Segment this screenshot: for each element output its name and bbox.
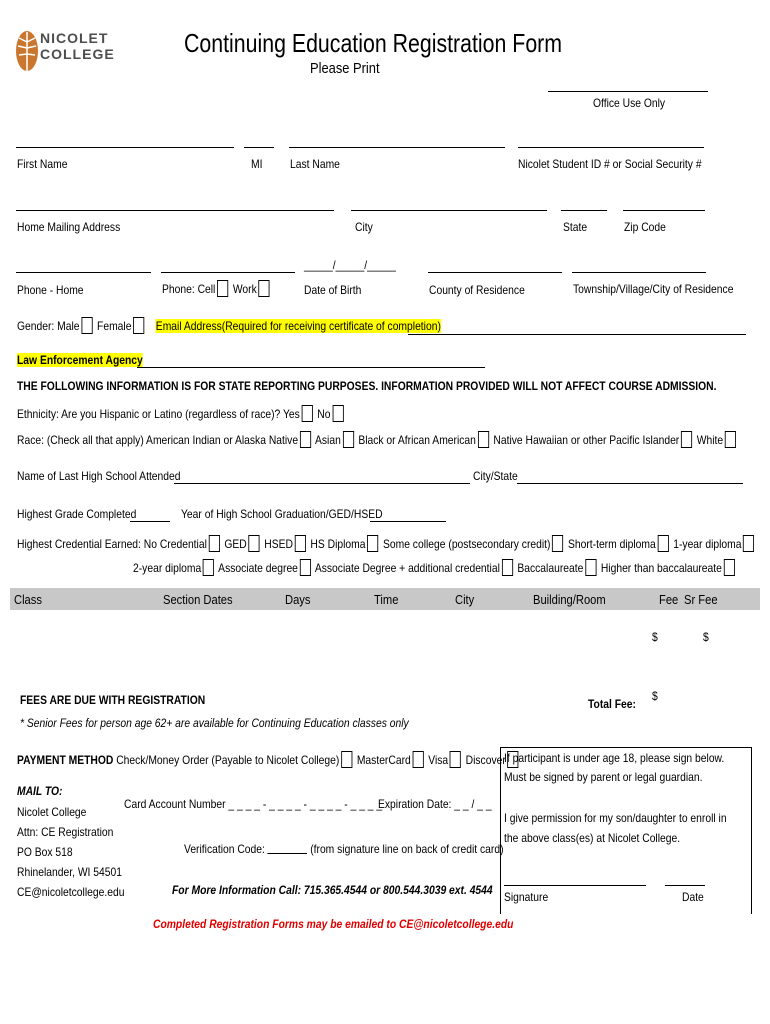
- law-enforcement-field[interactable]: [137, 367, 485, 368]
- student-id-field[interactable]: [518, 147, 704, 148]
- phone-cell-label: Phone: Cell: [162, 282, 216, 296]
- dob-label: Date of Birth: [304, 283, 362, 297]
- work-label: Work: [232, 282, 257, 296]
- discover-label: Discover: [465, 753, 506, 767]
- mastercard-label: MasterCard: [356, 753, 411, 767]
- last-name-label: Last Name: [290, 157, 340, 171]
- high-school-city-field[interactable]: [517, 483, 743, 484]
- first-name-field[interactable]: [16, 147, 234, 148]
- last-name-field[interactable]: [289, 147, 505, 148]
- sr-fee-dollar: $: [703, 630, 709, 644]
- verification-row: [184, 841, 504, 856]
- col-time: Time: [374, 592, 399, 607]
- phone-home-label: Phone - Home: [17, 283, 84, 297]
- short-term-checkbox[interactable]: [657, 535, 668, 552]
- race-label: Race: (Check all that apply) American Indian or Alaska Native: [17, 433, 299, 447]
- signature-field[interactable]: [504, 885, 646, 886]
- nicolet-leaf-logo-icon: [14, 28, 40, 74]
- township-label: Township/Village/City of Residence: [573, 282, 734, 296]
- gender-male-label: Gender: Male: [17, 319, 80, 333]
- high-school-city-label: City/State: [473, 469, 518, 483]
- race-american-indian-checkbox[interactable]: [300, 431, 311, 448]
- col-fee: Fee: [659, 592, 679, 607]
- email-label: Email Address(Required for receiving certificate of completion): [155, 319, 441, 333]
- zip-label: Zip Code: [624, 220, 666, 234]
- ethnicity-row: [17, 405, 345, 422]
- race-white-label: White: [696, 433, 724, 447]
- check-checkbox[interactable]: [341, 751, 352, 768]
- short-term-label: Short-term diploma: [567, 537, 656, 551]
- county-field[interactable]: [428, 272, 562, 273]
- mail-email: CE@nicoletcollege.edu: [17, 885, 125, 899]
- graduation-year-label: Year of High School Graduation/GED/HSED: [181, 507, 383, 521]
- visa-checkbox[interactable]: [450, 751, 461, 768]
- female-checkbox[interactable]: [133, 317, 144, 334]
- associate-plus-checkbox[interactable]: [502, 559, 513, 576]
- form-title: Continuing Education Registration Form: [184, 28, 563, 58]
- office-use-label: Office Use Only: [593, 96, 666, 110]
- ged-checkbox[interactable]: [248, 535, 259, 552]
- race-row: [17, 431, 738, 448]
- race-black-label: Black or African American: [358, 433, 476, 447]
- city-field[interactable]: [351, 210, 547, 211]
- address-label: Home Mailing Address: [17, 220, 121, 234]
- total-fee-dollar: $: [652, 689, 658, 703]
- expiration-field[interactable]: Expiration Date: _ _ / _ _: [378, 797, 492, 811]
- form-subtitle: Please Print: [310, 60, 380, 77]
- date-label: Date: [682, 890, 704, 904]
- col-days: Days: [285, 592, 311, 607]
- mail-to-heading: MAIL TO:: [17, 784, 63, 798]
- date-field[interactable]: [665, 885, 705, 886]
- more-info-text: For More Information Call: 715.365.4544 or 800.544.3039 ext. 4544: [172, 883, 493, 897]
- signature-label: Signature: [504, 890, 549, 904]
- consent-line-1: If participant is under age 18, please sign below.: [504, 751, 725, 765]
- state-field[interactable]: [561, 210, 607, 211]
- mail-line: Attn: CE Registration: [17, 825, 114, 839]
- no-credential-checkbox[interactable]: [209, 535, 220, 552]
- highest-grade-field[interactable]: [130, 521, 170, 522]
- total-fee-label: Total Fee:: [588, 697, 636, 711]
- race-asian-label: Asian: [314, 433, 341, 447]
- law-enforcement-label: Law Enforcement Agency: [17, 353, 143, 367]
- race-white-checkbox[interactable]: [725, 431, 736, 448]
- race-asian-checkbox[interactable]: [343, 431, 354, 448]
- credential-label: Highest Credential Earned: No Credential: [17, 537, 207, 551]
- race-hawaiian-checkbox[interactable]: [681, 431, 692, 448]
- payment-method-label: PAYMENT METHOD: [17, 753, 114, 767]
- consent-line-3: I give permission for my son/daughter to enroll in: [504, 811, 727, 825]
- col-sr-fee: Sr Fee: [684, 592, 718, 607]
- student-id-label: Nicolet Student ID # or Social Security #: [518, 157, 702, 171]
- college-logo-wordmark: [40, 30, 115, 62]
- township-field[interactable]: [572, 272, 706, 273]
- male-checkbox[interactable]: [81, 317, 92, 334]
- mi-label: MI: [251, 157, 263, 171]
- race-hawaiian-label: Native Hawaiian or other Pacific Islander: [493, 433, 680, 447]
- graduation-year-field[interactable]: [370, 521, 446, 522]
- office-use-field[interactable]: [548, 91, 708, 92]
- race-black-checkbox[interactable]: [478, 431, 489, 448]
- payment-row: [17, 751, 520, 768]
- phone-home-field[interactable]: [16, 272, 151, 273]
- two-year-label: 2-year diploma: [133, 561, 202, 575]
- city-label: City: [355, 220, 373, 234]
- verification-label: Verification Code:: [184, 842, 265, 856]
- ethnicity-no-label: No: [317, 407, 331, 421]
- email-submission-note: Completed Registration Forms may be emailed to CE@nicoletcollege.edu: [153, 917, 514, 931]
- dob-field[interactable]: _____/_____/_____: [304, 258, 396, 272]
- email-field[interactable]: [408, 334, 746, 335]
- law-enforcement-label-wrap: [17, 353, 143, 367]
- verification-field[interactable]: [268, 841, 308, 854]
- ged-label: GED: [224, 537, 247, 551]
- logo-line-1: NICOLET: [40, 30, 109, 46]
- col-section-dates: Section Dates: [163, 592, 233, 607]
- address-field[interactable]: [16, 210, 334, 211]
- visa-label: Visa: [428, 753, 449, 767]
- higher-checkbox[interactable]: [724, 559, 735, 576]
- county-label: County of Residence: [429, 283, 525, 297]
- phone-cell-row: [162, 280, 271, 297]
- ethnicity-label: Ethnicity: Are you Hispanic or Latino (regardless of race)? Yes: [17, 407, 300, 421]
- high-school-label: Name of Last High School Attended: [17, 469, 181, 483]
- gender-row: [17, 317, 441, 334]
- some-college-checkbox[interactable]: [552, 535, 563, 552]
- consent-line-2: Must be signed by parent or legal guardian.: [504, 770, 703, 784]
- one-year-checkbox[interactable]: [743, 535, 754, 552]
- hs-diploma-checkbox[interactable]: [367, 535, 378, 552]
- two-year-checkbox[interactable]: [203, 559, 214, 576]
- baccalaureate-label: Baccalaureate: [517, 561, 584, 575]
- hsed-checkbox[interactable]: [295, 535, 306, 552]
- state-reporting-notice: THE FOLLOWING INFORMATION IS FOR STATE REPORTING PURPOSES. INFORMATION PROVIDED WILL NOT AFFECT COURSE ADMISSION.: [17, 379, 717, 393]
- mi-field[interactable]: [244, 147, 274, 148]
- verification-note: (from signature line on back of credit card): [310, 842, 504, 856]
- gender-female-label: Female: [97, 319, 132, 333]
- associate-label: Associate degree: [218, 561, 298, 575]
- some-college-label: Some college (postsecondary credit): [382, 537, 551, 551]
- hs-diploma-label: HS Diploma: [310, 537, 366, 551]
- state-label: State: [563, 220, 588, 234]
- hispanic-no-checkbox[interactable]: [332, 405, 343, 422]
- baccalaureate-checkbox[interactable]: [585, 559, 596, 576]
- mastercard-checkbox[interactable]: [412, 751, 423, 768]
- hispanic-yes-checkbox[interactable]: [302, 405, 313, 422]
- col-city: City: [455, 592, 475, 607]
- senior-fee-note: * Senior Fees for person age 62+ are available for Continuing Education classes only: [20, 716, 409, 730]
- card-number-field[interactable]: Card Account Number _ _ _ _ - _ _ _ _ - _ _ _ _ - _ _ _ _: [124, 797, 383, 811]
- consent-line-4: the above class(es) at Nicolet College.: [504, 831, 681, 845]
- col-building: Building/Room: [533, 592, 606, 607]
- logo-line-2: COLLEGE: [40, 46, 115, 62]
- mail-line: Nicolet College: [17, 805, 87, 819]
- col-class: Class: [14, 592, 42, 607]
- work-checkbox[interactable]: [258, 280, 269, 297]
- associate-plus-label: Associate Degree + additional credential: [314, 561, 500, 575]
- first-name-label: First Name: [17, 157, 68, 171]
- zip-field[interactable]: [623, 210, 705, 211]
- highest-grade-label: Highest Grade Completed: [17, 507, 137, 521]
- mail-line: PO Box 518: [17, 845, 73, 859]
- hsed-label: HSED: [264, 537, 293, 551]
- associate-checkbox[interactable]: [300, 559, 311, 576]
- cell-checkbox[interactable]: [217, 280, 228, 297]
- fee-dollar: $: [652, 630, 658, 644]
- check-label: Check/Money Order (Payable to Nicolet College): [116, 753, 340, 767]
- mail-line: Rhinelander, WI 54501: [17, 865, 123, 879]
- credential-row-1: [17, 535, 756, 552]
- phone-cell-field[interactable]: [161, 272, 295, 273]
- fees-due-notice: FEES ARE DUE WITH REGISTRATION: [20, 693, 206, 707]
- higher-label: Higher than baccalaureate: [600, 561, 722, 575]
- credential-row-2: [133, 559, 737, 576]
- one-year-label: 1-year diploma: [673, 537, 742, 551]
- high-school-field[interactable]: [174, 483, 470, 484]
